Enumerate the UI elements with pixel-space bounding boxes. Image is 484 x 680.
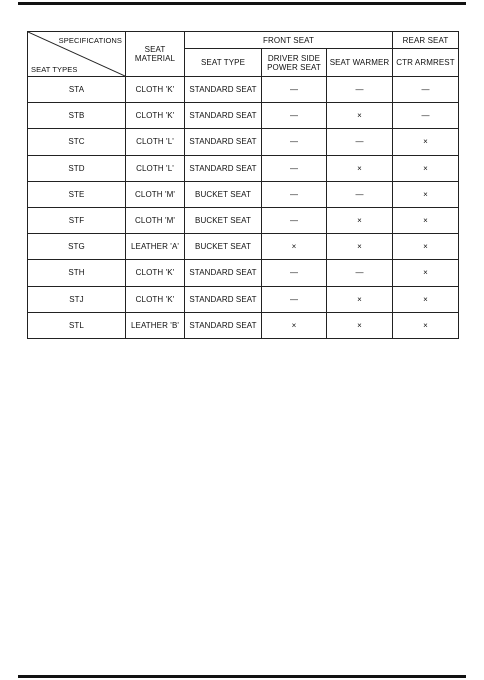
power-seat-mark: — <box>262 181 327 207</box>
table-row <box>28 77 459 103</box>
seat-type: STANDARD SEAT <box>185 312 262 338</box>
seat-material: CLOTH 'L' <box>126 155 185 181</box>
seat-type-code: STA <box>28 77 126 103</box>
ctr-armrest-mark: — <box>393 103 459 129</box>
front-seat-header: FRONT SEAT <box>185 32 393 49</box>
seat-warmer-mark: × <box>327 103 393 129</box>
seat-material: CLOTH 'M' <box>126 181 185 207</box>
seat-type: STANDARD SEAT <box>185 103 262 129</box>
seat-material: CLOTH 'K' <box>126 77 185 103</box>
seat-type-code: STH <box>28 260 126 286</box>
seat-type-code: STD <box>28 155 126 181</box>
seat-warmer-mark: × <box>327 234 393 260</box>
seat-type-code: STJ <box>28 286 126 312</box>
seat-type: BUCKET SEAT <box>185 181 262 207</box>
ctr-armrest-header: CTR ARMREST <box>393 49 459 77</box>
ctr-armrest-mark: × <box>393 181 459 207</box>
seat-types-label: SEAT TYPES <box>31 65 78 74</box>
seat-type-code: STF <box>28 207 126 233</box>
ctr-armrest-mark: × <box>393 286 459 312</box>
power-seat-mark: — <box>262 155 327 181</box>
rear-seat-header: REAR SEAT <box>393 32 459 49</box>
power-seat-mark: — <box>262 286 327 312</box>
table-row <box>28 181 459 207</box>
seat-material: LEATHER 'A' <box>126 234 185 260</box>
seat-warmer-mark: × <box>327 207 393 233</box>
seat-type: STANDARD SEAT <box>185 155 262 181</box>
seat-warmer-mark: — <box>327 181 393 207</box>
table-row <box>28 207 459 233</box>
table-row <box>28 155 459 181</box>
seat-material: CLOTH 'K' <box>126 103 185 129</box>
seat-warmer-header: SEAT WARMER <box>327 49 393 77</box>
seat-material: LEATHER 'B' <box>126 312 185 338</box>
seat-warmer-mark: × <box>327 312 393 338</box>
seat-type: STANDARD SEAT <box>185 260 262 286</box>
ctr-armrest-mark: — <box>393 77 459 103</box>
seat-type-header: SEAT TYPE <box>185 49 262 77</box>
power-seat-mark: — <box>262 260 327 286</box>
seat-warmer-mark: — <box>327 77 393 103</box>
seat-warmer-mark: — <box>327 260 393 286</box>
power-seat-mark: — <box>262 129 327 155</box>
seat-warmer-mark: — <box>327 129 393 155</box>
table-row <box>28 234 459 260</box>
corner-header-cell <box>28 32 126 77</box>
power-seat-mark: × <box>262 234 327 260</box>
ctr-armrest-mark: × <box>393 155 459 181</box>
ctr-armrest-mark: × <box>393 234 459 260</box>
top-rule <box>18 2 466 5</box>
seat-specifications-table <box>27 31 459 339</box>
seat-warmer-mark: × <box>327 155 393 181</box>
power-seat-mark: × <box>262 312 327 338</box>
ctr-armrest-mark: × <box>393 312 459 338</box>
table-row <box>28 129 459 155</box>
seat-type: STANDARD SEAT <box>185 286 262 312</box>
power-seat-header: DRIVER SIDE POWER SEAT <box>262 49 327 77</box>
seat-type: STANDARD SEAT <box>185 129 262 155</box>
seat-material-header: SEAT MATERIAL <box>126 32 185 77</box>
table-row <box>28 260 459 286</box>
table-row <box>28 286 459 312</box>
seat-type-code: STC <box>28 129 126 155</box>
seat-material: CLOTH 'M' <box>126 207 185 233</box>
seat-type-code: STB <box>28 103 126 129</box>
seat-type-code: STL <box>28 312 126 338</box>
ctr-armrest-mark: × <box>393 129 459 155</box>
seat-warmer-mark: × <box>327 286 393 312</box>
table-row <box>28 103 459 129</box>
seat-material: CLOTH 'K' <box>126 260 185 286</box>
power-seat-mark: — <box>262 77 327 103</box>
table-row <box>28 312 459 338</box>
ctr-armrest-mark: × <box>393 207 459 233</box>
seat-material: CLOTH 'K' <box>126 286 185 312</box>
seat-type-code: STE <box>28 181 126 207</box>
specifications-label: SPECIFICATIONS <box>58 36 122 45</box>
power-seat-mark: — <box>262 207 327 233</box>
ctr-armrest-mark: × <box>393 260 459 286</box>
seat-type: STANDARD SEAT <box>185 77 262 103</box>
power-seat-mark: — <box>262 103 327 129</box>
seat-type: BUCKET SEAT <box>185 234 262 260</box>
seat-type-code: STG <box>28 234 126 260</box>
seat-type: BUCKET SEAT <box>185 207 262 233</box>
seat-material: CLOTH 'L' <box>126 129 185 155</box>
bottom-rule <box>18 675 466 678</box>
